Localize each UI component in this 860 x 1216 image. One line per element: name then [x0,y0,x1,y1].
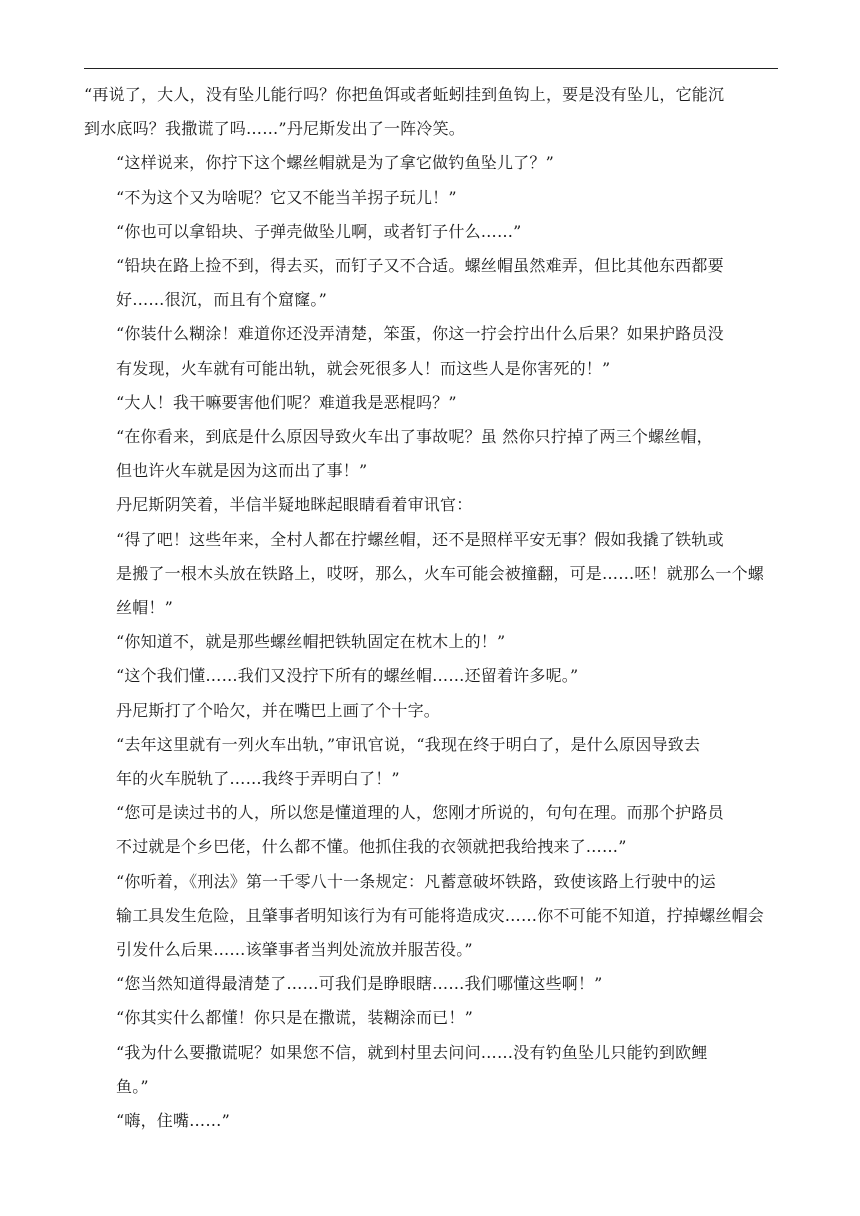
text-line: 引发什么后果……该肇事者当判处流放并服苦役。” [116,940,473,960]
text-line: 丹尼斯打了个哈欠，并在嘴巴上画了个十字。 [116,700,441,720]
paragraph [84,249,778,317]
paragraph [84,317,778,385]
text-line: “在你看来，到底是什么原因导致火车出了事故呢？虽 然你只拧掉了两三个螺丝帽， [116,427,713,447]
paragraph [84,967,778,1001]
paragraph [84,215,778,249]
text-line: “你听着，《刑法》第一千零八十一条规定：凡蓄意破坏铁路，致使该路上行驶中的运 [116,871,716,891]
document-body [84,78,778,1138]
paragraph [84,523,778,626]
text-line: “你也可以拿铅块、子弹壳做坠儿啊，或者钉子什么……” [116,221,522,241]
paragraph [84,78,778,146]
text-line: “嗨，住嘴……” [116,1111,230,1131]
text-line: “你其实什么都懂！你只是在撒谎，装糊涂而已！” [116,1008,473,1028]
text-line: 到水底吗？我撒谎了吗……”丹尼斯发出了一阵冷笑。 [84,119,465,139]
text-line: “再说了，大人，没有坠儿能行吗？你把鱼饵或者蚯蚓挂到鱼钩上，要是没有坠儿，它能沉 [84,85,725,104]
text-line: “这个我们懂……我们又没拧下所有的螺丝帽……还留着许多呢。” [116,666,579,686]
paragraph [84,659,778,693]
text-line: “大人！我干嘛要害他们呢？难道我是恶棍吗？” [116,392,457,412]
text-line: 有发现，火车就有可能出轨，就会死很多人！而这些人是你害死的！” [116,358,611,378]
text-line: “不为这个又为啥呢？它又不能当羊拐子玩儿！” [116,187,457,207]
text-line: 不过就是个乡巴佬，什么都不懂。他抓住我的衣领就把我给拽来了……” [116,837,627,857]
text-line: “我为什么要撒谎呢？如果您不信，就到村里去问问……没有钓鱼坠儿只能钓到欧鲤 [116,1042,708,1062]
text-line: 输工具发生危险，且肇事者明知该行为有可能将造成灾……你不可能不知道，拧掉螺丝帽会 [116,905,765,925]
header-rule [84,68,778,69]
text-line: 年的火车脱轨了……我终于弄明白了！” [116,769,400,789]
paragraph [84,796,778,864]
paragraph [84,181,778,215]
paragraph [84,420,778,488]
text-line: “得了吧！这些年来，全村人都在拧螺丝帽，还不是照样平安无事？假如我撬了铁轨或 [116,529,724,549]
text-line: “铅块在路上捡不到，得去买，而钉子又不合适。螺丝帽虽然难弄，但比其他东西都要 [116,256,724,276]
text-line: 丝帽！” [116,598,173,618]
paragraph [84,386,778,420]
paragraph [84,728,778,796]
paragraph [84,694,778,728]
paragraph [84,1036,778,1104]
text-line: “这样说来，你拧下这个螺丝帽就是为了拿它做钓鱼坠儿了？” [116,153,554,173]
paragraph [84,1001,778,1035]
paragraph [84,625,778,659]
text-line: “您当然知道得最清楚了……可我们是睁眼瞎……我们哪懂这些啊！” [116,974,603,994]
text-line: “您可是读过书的人，所以您是懂道理的人，您刚才所说的，句句在理。而那个护路员 [116,803,724,823]
text-line: 丹尼斯阴笑着，半信半疑地眯起眼睛看着审讯官： [116,495,473,515]
text-line: 但也许火车就是因为这而出了事！” [116,461,368,481]
paragraph [84,1104,778,1138]
text-line: 鱼。” [116,1076,149,1096]
text-line: “你装什么糊涂！难道你还没弄清楚，笨蛋，你这一拧会拧出什么后果？如果护路员没 [116,324,724,344]
paragraph [84,488,778,522]
text-line: 是搬了一根木头放在铁路上，哎呀，那么，火车可能会被撞翻，可是……呸！就那么一个螺 [116,563,765,583]
paragraph [84,865,778,968]
paragraph [84,146,778,180]
text-line: 好……很沉，而且有个窟窿。” [116,290,327,310]
text-line: “你知道不，就是那些螺丝帽把铁轨固定在枕木上的！” [116,632,506,652]
text-line: “去年这里就有一列火车出轨，”审讯官说，“我现在终于明白了，是什么原因导致去 [116,734,701,754]
